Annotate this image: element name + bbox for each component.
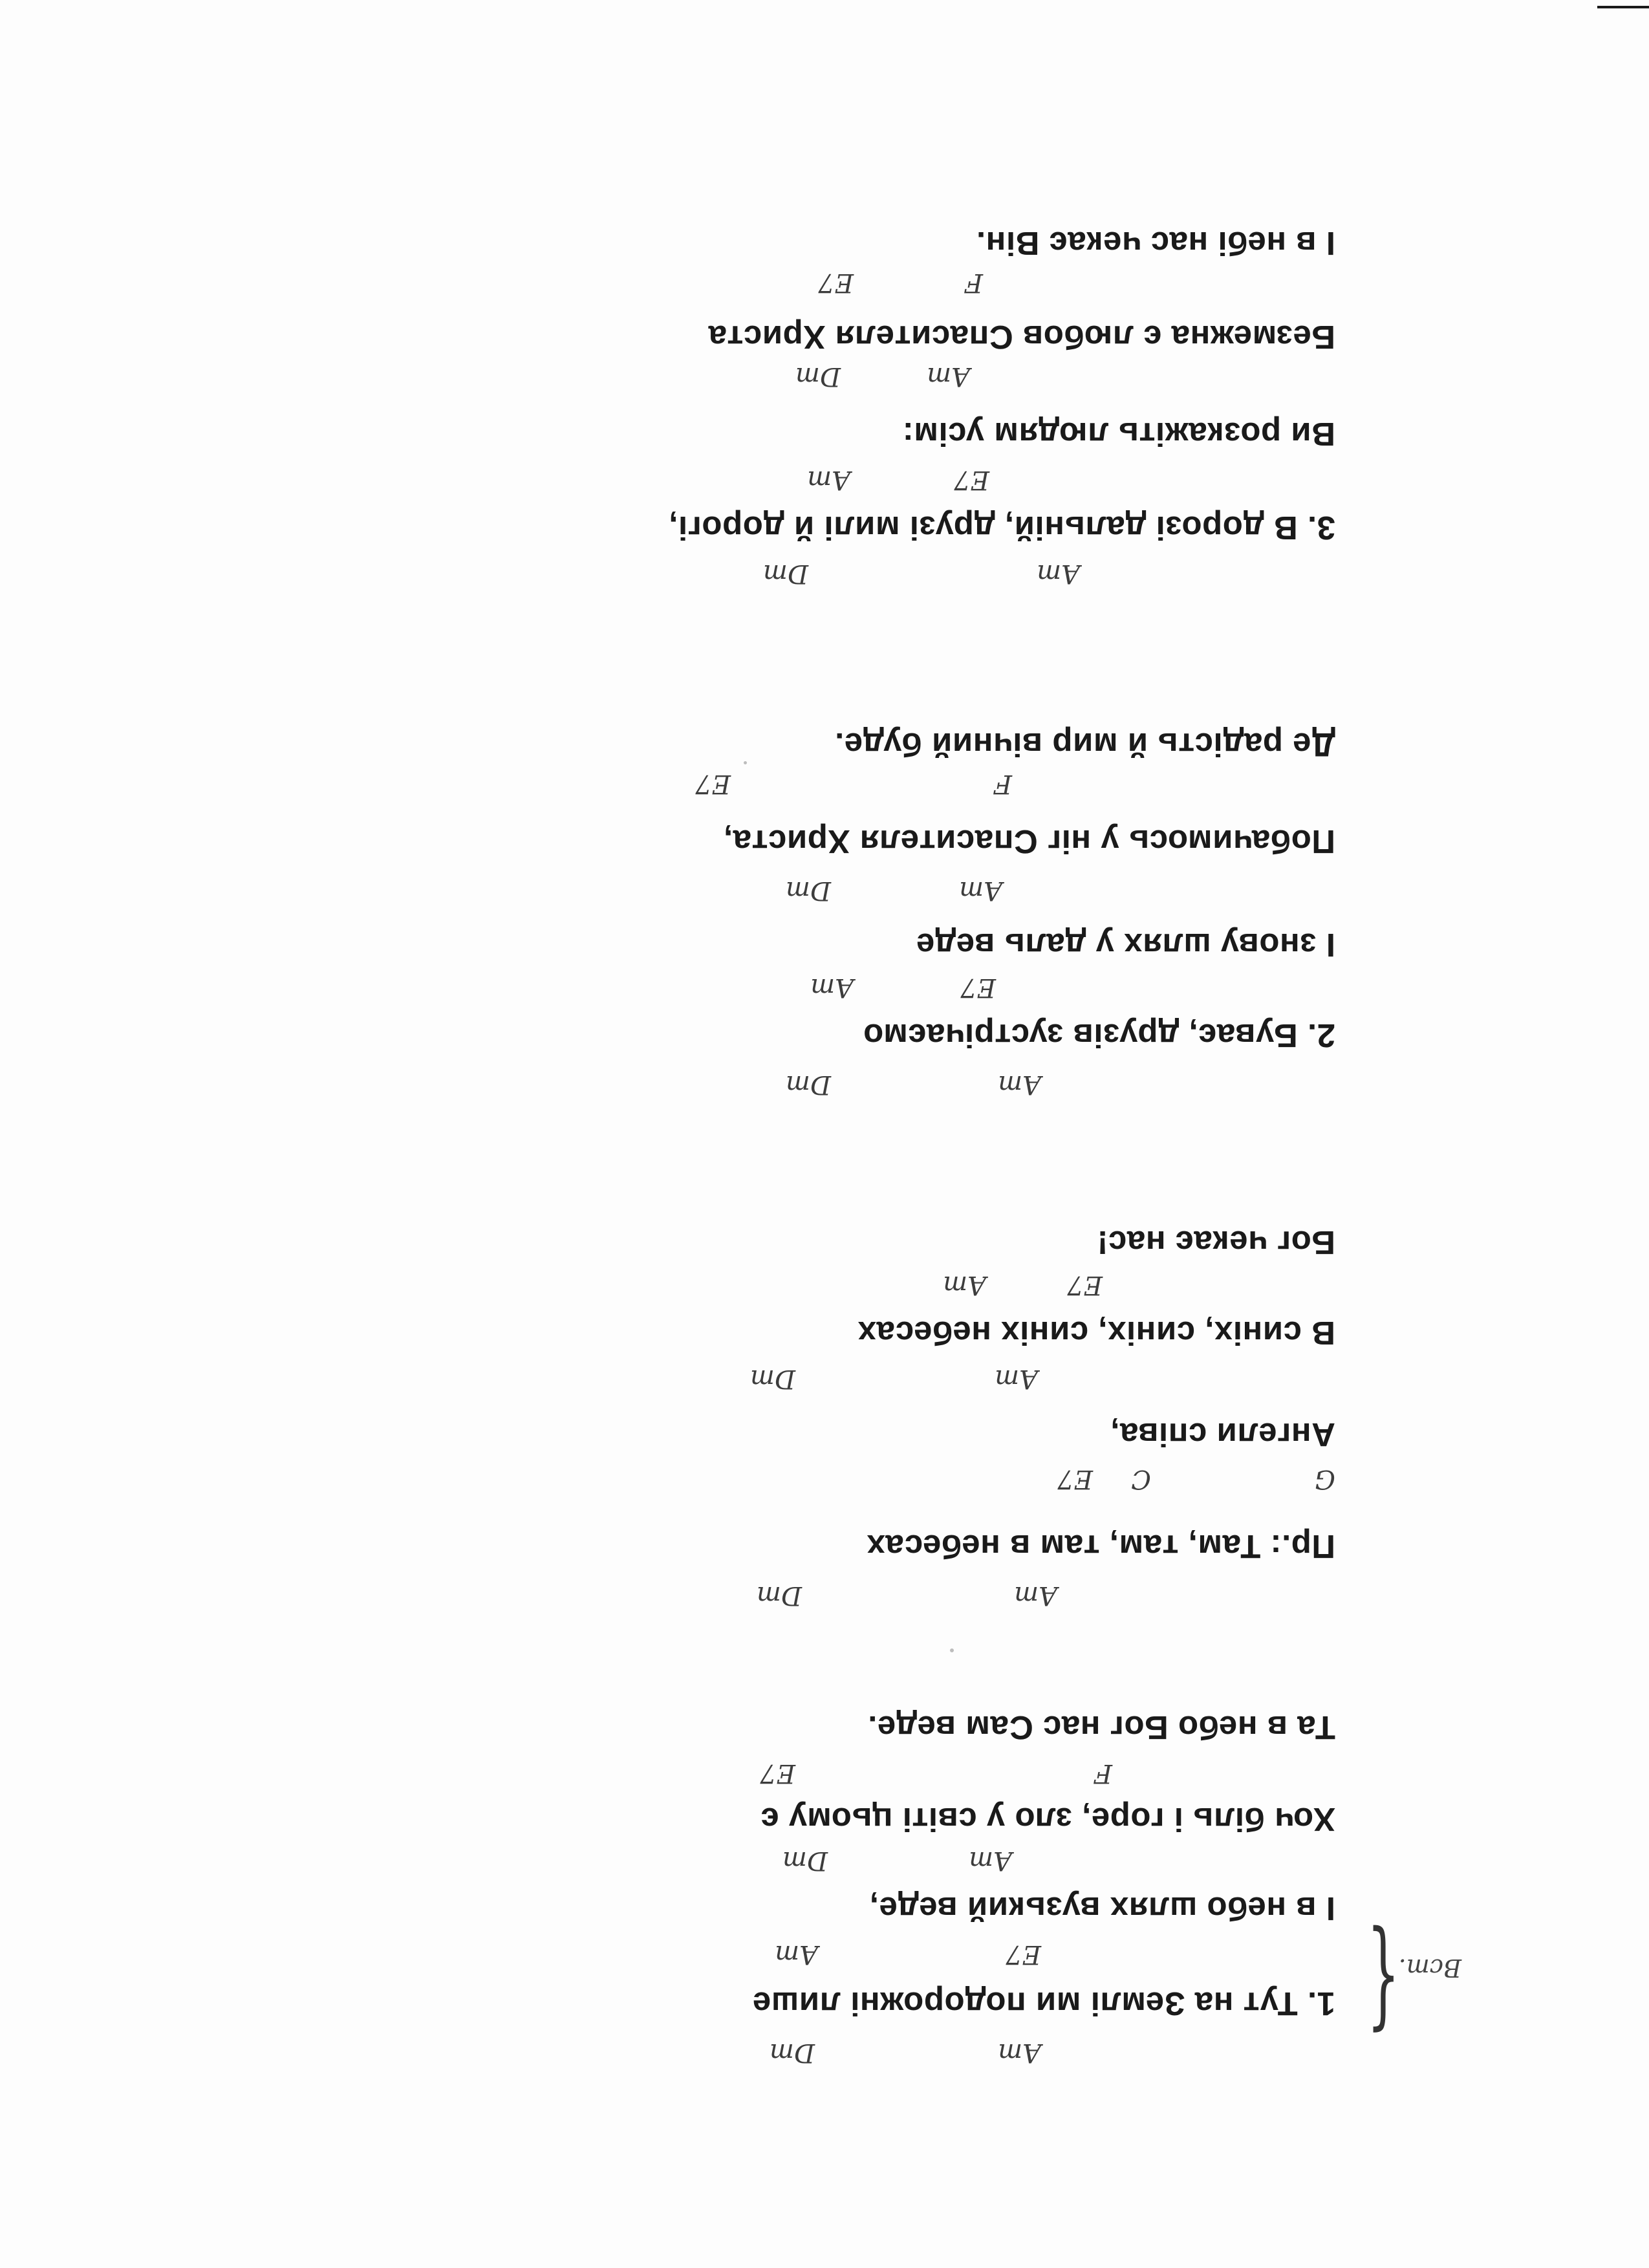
scan-smudge: [950, 1648, 954, 1652]
chord: Dm: [786, 876, 831, 905]
lyric-line: Та в небо Бог нас Сам веде.: [867, 1709, 1335, 1746]
chord: Dm: [757, 1581, 802, 1610]
lyric-line: 2. Буває, друзів зустрічаємо: [863, 1017, 1335, 1054]
scan-edge-mark: [1597, 6, 1649, 8]
chord: G: [1315, 1464, 1335, 1494]
chord: Am: [775, 1939, 818, 1969]
lyric-line: Безмежна є любов Спасителя Христа: [708, 319, 1335, 356]
chord: F: [965, 268, 983, 297]
chord: Dm: [795, 362, 841, 391]
chord: Dm: [750, 1364, 795, 1394]
chord: Am: [927, 362, 970, 391]
lyric-line: Бог чекає нас!: [1097, 1224, 1335, 1261]
chord: Dm: [782, 1846, 828, 1875]
lyric-line: І в небо шлях вузький веде,: [869, 1890, 1335, 1927]
chord: Am: [969, 1846, 1012, 1875]
lyric-line: Пр.: Там, там, там в небесах: [866, 1528, 1335, 1565]
chord: Am: [995, 1364, 1038, 1394]
lyric-line: Де радість й мир вічний буде.: [834, 726, 1335, 763]
chord: Am: [959, 876, 1002, 905]
scan-smudge: [744, 761, 747, 764]
chord: Am: [1037, 559, 1080, 589]
lyric-line: Ви розкажіть людям усім:: [902, 416, 1335, 453]
chord: Dm: [786, 1070, 831, 1099]
chord: Am: [807, 465, 850, 495]
lyric-line: 3. В дорозі дальній, друзі милі й дорогі,: [668, 510, 1335, 546]
chord: Am: [998, 1070, 1041, 1099]
chord: E7: [695, 769, 731, 799]
lyric-line: І в небі нас чекає Він.: [976, 225, 1335, 262]
lyric-line: Хоч біль і горе, зло у світі цьому є: [760, 1801, 1335, 1838]
lyric-line: І знову шлях у даль веде: [916, 927, 1335, 964]
chord: C: [1131, 1464, 1151, 1494]
chord: Am: [998, 2038, 1041, 2068]
chord: Dm: [763, 559, 808, 589]
chord: E7: [818, 268, 854, 297]
chord: E7: [1006, 1939, 1041, 1969]
chord: Am: [1014, 1581, 1057, 1610]
repeat-brace: {: [1366, 1916, 1400, 2051]
lyric-line: Побачимось у ніг Спасителя Христа,: [723, 823, 1335, 860]
chord: E7: [1057, 1464, 1093, 1494]
lyric-line: 1. Тут на Землі ми подорожні лише: [752, 1985, 1335, 2022]
chord: E7: [1067, 1270, 1103, 1300]
lyric-line: Ангели співа,: [1110, 1416, 1335, 1453]
chord: Am: [810, 973, 854, 1002]
chord: E7: [954, 465, 989, 495]
lyric-line: В синіх, синіх, синіх небесах: [857, 1315, 1335, 1352]
chord: E7: [760, 1758, 795, 1788]
chord: F: [994, 769, 1012, 799]
chord: Dm: [770, 2038, 815, 2068]
chord: F: [1094, 1758, 1112, 1788]
repeat-annotation: Вст.: [1398, 1954, 1461, 1982]
chord: Am: [943, 1270, 986, 1300]
chord: E7: [960, 973, 996, 1002]
